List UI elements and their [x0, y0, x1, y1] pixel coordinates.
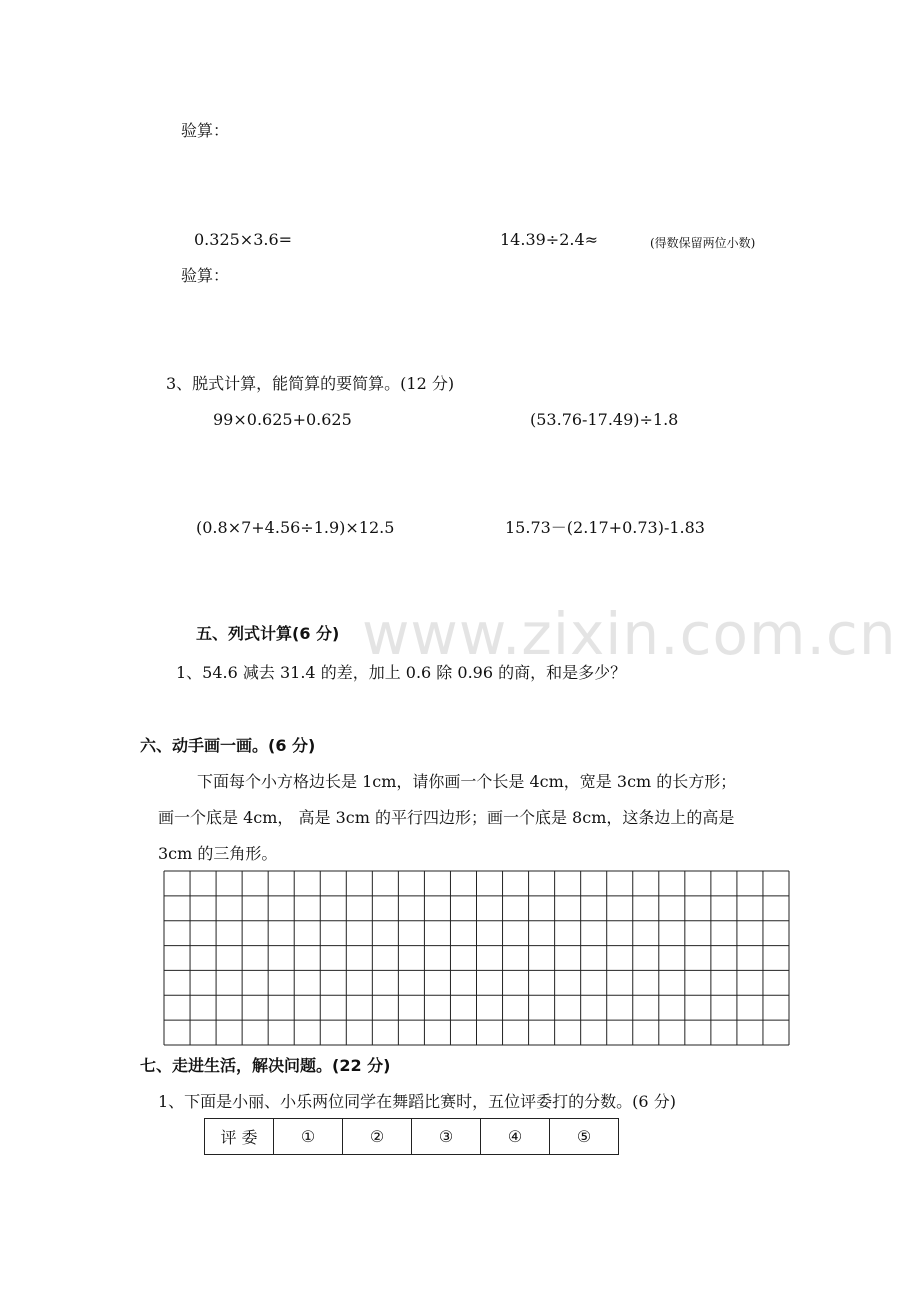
section-5-question-1: 1、54.6 减去 31.4 的差，加上 0.6 除 0.96 的商，和是多少？: [176, 663, 627, 682]
question-3-expression-2: (53.76-17.49)÷1.8: [530, 410, 679, 429]
verify-label-1: 验算：: [181, 121, 230, 140]
question-3-expression-3: (0.8×7+4.56÷1.9)×12.5: [196, 518, 395, 537]
calc-rounding-note: (得数保留两位小数): [650, 236, 756, 250]
judge-number-1: ①: [274, 1119, 343, 1155]
judge-number-3: ③: [412, 1119, 481, 1155]
section-6-title: 六、动手画一画。(6 分): [140, 736, 316, 755]
judge-header-row: [205, 1119, 619, 1155]
section-6-instruction-line-3: 3cm 的三角形。: [158, 844, 278, 863]
judge-number-2: ②: [343, 1119, 412, 1155]
judge-number-5: ⑤: [550, 1119, 619, 1155]
section-6-instruction-line-1: 下面每个小方格边长是 1cm，请你画一个长是 4cm，宽是 3cm 的长方形；: [197, 772, 737, 791]
section-7-question-1: 1、下面是小丽、小乐两位同学在舞蹈比赛时，五位评委打的分数。(6 分): [158, 1092, 676, 1111]
calc-expression-b: 14.39÷2.4≈: [500, 230, 599, 249]
verify-label-2: 验算：: [181, 266, 230, 285]
section-7-title: 七、走进生活，解决问题。(22 分): [140, 1056, 391, 1075]
section-6-instruction-line-2: 画一个底是 4cm， 高是 3cm 的平行四边形；画一个底是 8cm，这条边上的高是: [158, 808, 735, 827]
section-5-title: 五、列式计算(6 分): [196, 624, 340, 643]
drawing-grid[interactable]: [163, 870, 790, 1046]
question-3-expression-1: 99×0.625+0.625: [213, 410, 352, 429]
question-3-title: 3、脱式计算，能简算的要简算。(12 分): [166, 374, 455, 393]
question-3-expression-4: 15.73－(2.17+0.73)-1.83: [505, 518, 705, 537]
watermark-text: www.zixin.com.cn: [362, 600, 897, 668]
judge-header-label: 评 委: [205, 1119, 274, 1155]
judge-score-table: [204, 1118, 619, 1155]
calc-expression-a: 0.325×3.6=: [194, 230, 293, 249]
judge-number-4: ④: [481, 1119, 550, 1155]
